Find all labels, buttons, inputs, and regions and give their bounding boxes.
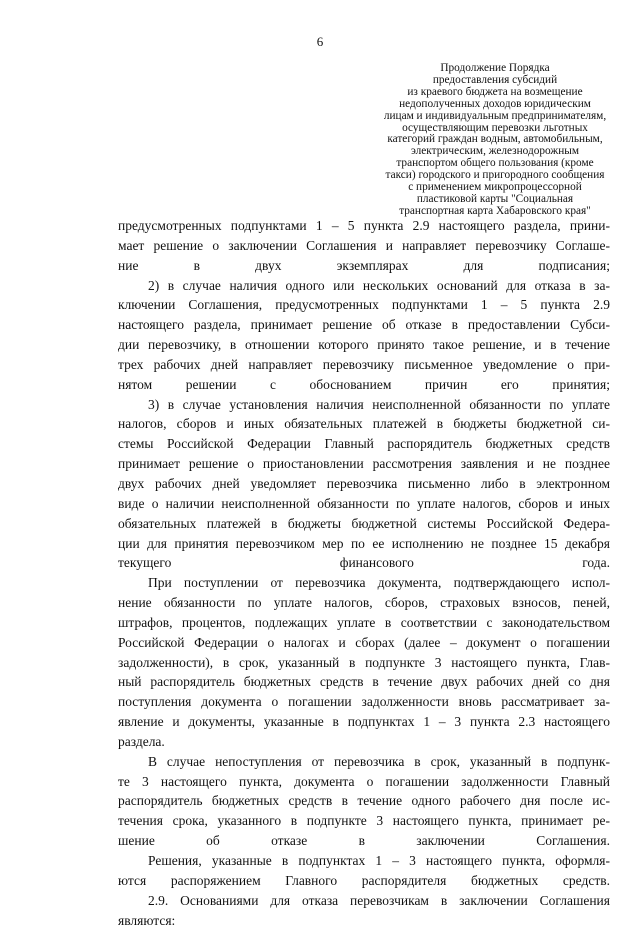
text-line: 3) в случае установления наличия неисполненной обязанности по уплате <box>148 396 610 412</box>
header-line: такси) городского и пригородного сообщения <box>385 169 605 182</box>
text-line: раздела. <box>118 733 165 749</box>
text-line: течения срока, указанного в подпункте 3 настоящего пункта, принимает ре- <box>118 813 610 829</box>
page-number: 6 <box>316 34 324 49</box>
header-line: электрическим, железнодорожным <box>410 145 580 158</box>
header-line: транспортом общего пользования (кроме <box>396 157 594 170</box>
text-line: стемы Российской Федерации Главный распорядитель бюджетных средств <box>118 436 610 452</box>
text-line: ции для принятия перевозчиком мер по ее исполнению не позднее 15 декабря <box>118 535 610 551</box>
document-body <box>118 216 610 930</box>
text-line: нятом решении с обоснованием причин его принятия; <box>118 376 610 392</box>
header-line: категорий граждан водным, автомобильным, <box>387 133 603 146</box>
text-line: те 3 настоящего пункта, документа о погашении задолженности Главный <box>118 773 610 789</box>
text-line: двух рабочих дней уведомляет перевозчика письменно либо в электронном <box>118 475 610 491</box>
text-line: распорядитель бюджетных средств в течение одного рабочего дня после ис- <box>118 793 610 809</box>
text-line: В случае непоступления от перевозчика в срок, указанный в подпунк- <box>148 753 610 769</box>
text-line: явление и документы, указанные в подпунктах 1 – 3 пункта 2.3 настоящего <box>118 714 610 730</box>
paragraph-decisions <box>118 851 610 891</box>
paragraph-continuation <box>118 216 610 276</box>
text-line: 2) в случае наличия одного или нескольких оснований для отказа в за- <box>148 277 610 293</box>
text-line: нение обязанности по уплате налогов, сборов, страховых взносов, пеней, <box>118 595 610 611</box>
text-line: виде о наличии неисполненной обязанности по уплате налогов, сборов и иных <box>118 495 610 511</box>
paragraph-subitem-2 <box>118 276 610 395</box>
text-line: ние в двух экземплярах для подписания; <box>118 257 610 273</box>
header-line: транспортная карта Хабаровского края" <box>399 204 591 217</box>
text-line: предусмотренных подпунктами 1 – 5 пункта 2.9 настоящего раздела, прини- <box>118 218 610 233</box>
text-line: принимает решение о приостановлении рассмотрения заявления и не позднее <box>118 456 610 472</box>
header-line: пластиковой карты "Социальная <box>416 192 574 205</box>
text-line: ный распорядитель бюджетных средств в течение двух рабочих дней со дня <box>118 674 610 690</box>
text-line: трех рабочих дней направляет перевозчику письменное уведомление о при- <box>118 356 610 372</box>
text-line: 2.9. Основаниями для отказа перевозчикам в заключении Соглашения <box>148 892 610 908</box>
text-line: При поступлении от перевозчика документа, подтверждающего испол- <box>148 575 610 591</box>
header-line: с применением микропроцессорной <box>408 181 582 194</box>
text-line: ключении Соглашения, предусмотренных подпунктами 1 – 5 пункта 2.9 <box>118 297 610 313</box>
text-line: мает решение о заключении Соглашения и направляет перевозчику Соглаше- <box>118 237 610 253</box>
text-line: Решения, указанные в подпунктах 1 – 3 настоящего пункта, оформля- <box>148 853 610 868</box>
header-line: лицам и индивидуальным предпринимателям, <box>383 109 607 122</box>
text-line: являются: <box>118 912 176 928</box>
paragraph-subitem-3 <box>118 395 610 574</box>
text-line: задолженности), в срок, указанный в подпункте 3 настоящего пункта, Глав- <box>118 654 610 670</box>
paragraph-debt-document <box>118 573 610 752</box>
text-line: шение об отказе в заключении Соглашения. <box>118 833 610 849</box>
text-line: дии перевозчику, в отношении которого принято такое решение, и в течение <box>118 337 610 353</box>
header-line: предоставления субсидий <box>432 73 558 86</box>
header-line: Продолжение Порядка <box>440 62 550 74</box>
document-continuation-header <box>360 63 630 218</box>
text-line: налогов, сборов и иных обязательных платежей в бюджеты бюджетной си- <box>118 416 610 432</box>
text-line: штрафов, процентов, подлежащих уплате в соответствии с законодательством <box>118 614 610 630</box>
header-line: из краевого бюджета на возмещение <box>407 85 583 98</box>
text-line: поступления документа о погашении задолженности вновь рассматривает за- <box>118 694 610 710</box>
paragraph-non-receipt <box>118 752 610 851</box>
text-line: ются распоряжением Главного распорядителя бюджетных средств. <box>118 872 610 888</box>
text-line: настоящего раздела, принимает решение об отказе в предоставлении Субси- <box>118 317 610 333</box>
text-line: Российской Федерации о налогах и сборах (далее – документ о погашении <box>118 634 610 650</box>
text-line: текущего финансового года. <box>118 555 610 571</box>
paragraph-section-2-9 <box>118 891 610 930</box>
header-line: осуществляющим перевозки льготных <box>402 121 588 134</box>
text-line: обязательных платежей в бюджеты бюджетной системы Российской Федера- <box>118 515 610 531</box>
header-line: недополученных доходов юридическим <box>399 97 591 110</box>
